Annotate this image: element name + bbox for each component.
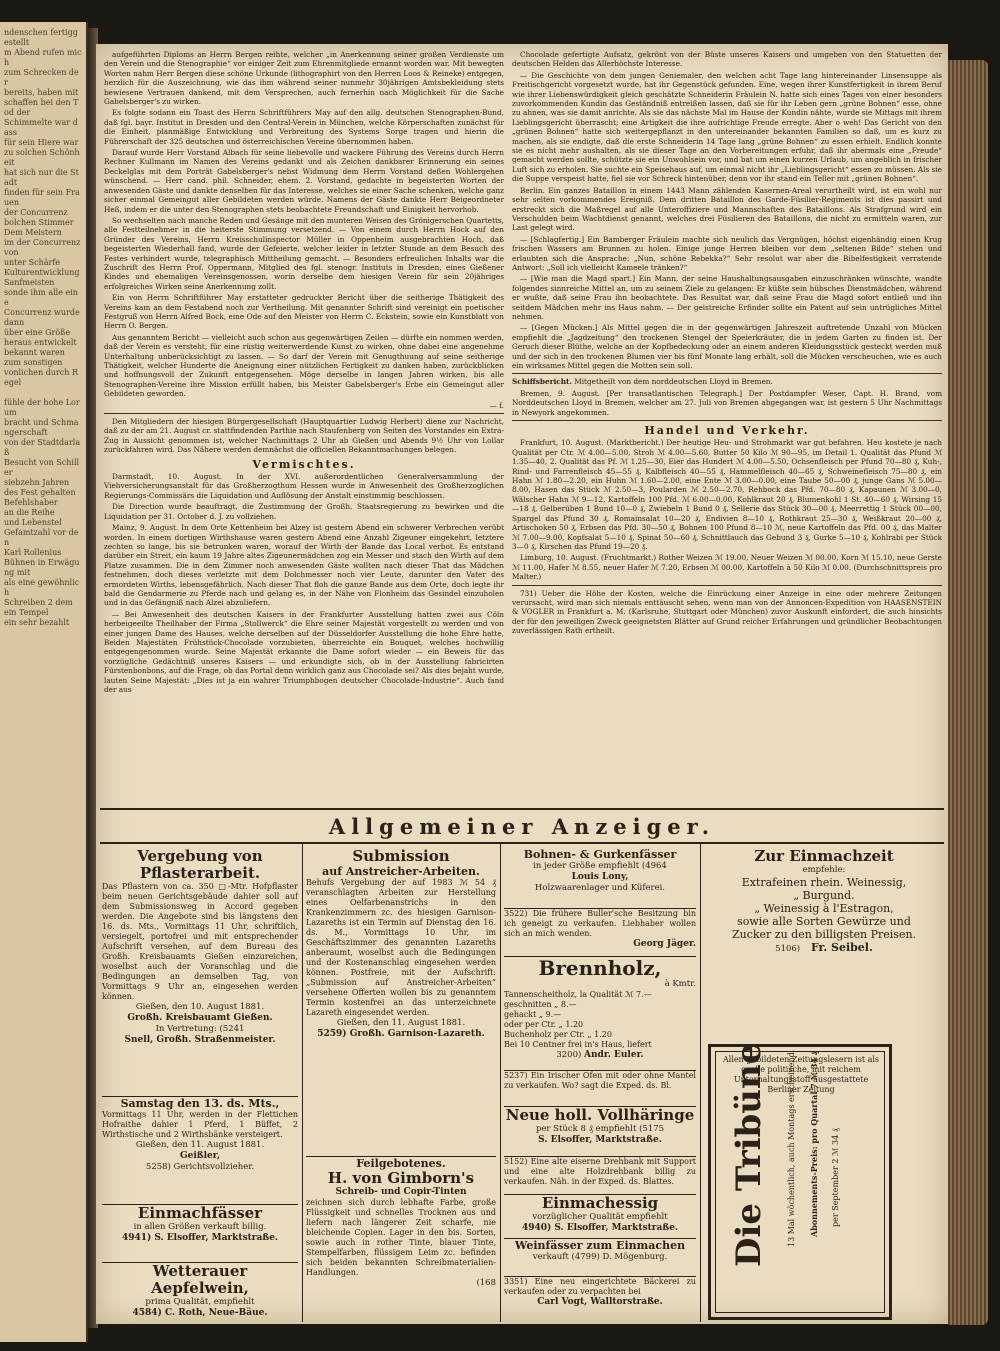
ad-feilgebotenes: [306, 1156, 496, 1321]
paragraph: Chocolade gefertigte Aufsatz, gekrönt von der Büste unseres Kaisers und umgeben von den Statuetten der deutschen Helden das Allerhöchste Interesse.: [512, 50, 942, 69]
ad-title: Brennholz,: [538, 956, 662, 980]
ad-text: Das Pflastern von ca. 350 □-Mtr. Hofpflaster beim neuen Gerichtsgebäude dahier soll auf dem Submissionsweg in Accord gegeben werden. Die Angebote sind bis längstens den 16. ds. Mts., Vormittags 11 Uhr, schriftlich, versiegelt, portofrei und mit entsprechender Aufschrift versehen, auf dem Bureau des Großh. Kreisbauamts Gießen einzureichen, woselbst auch der Voranschlag und die Bedingungen an demselben Tag, von Vormittags 9 Uhr an, eingesehen werden können.: [102, 882, 298, 1001]
ad-text: 3522) Die frühere Buller'sche Besitzung bin ich geneigt zu verkaufen. Liebhaber wollen sich an mich wenden.: [504, 909, 696, 938]
paragraph: — [Wie man die Magd spart.] Ein Mann, der seine Haushaltungsausgaben einzuschränken wünschte, wandte folgendes sinnreiche Mittel an, um zu seinem Ziele zu gelangen: Er küßte sein hübsches Dienstmädchen, während er wußte, daß seine Frau ihn beobachtete. Das Resultat war, daß seine Frau die Magd sofort entließ und ihn seitdem Mädchen mehr ins Haus nahm. — Der geistreiche Erfinder sollte ein Patent auf sein untrügliches Mittel nehmen.: [512, 274, 942, 321]
ad-text: 5152) Eine alte eiserne Drehbank mit Support und eine alte Holzdrehbank billig zu verkaufen. Näh. in der Exped. ds. Blattes.: [504, 1157, 696, 1186]
newspaper-page: [96, 44, 948, 1324]
divider: [512, 420, 942, 421]
ad-line: „ Weinessig à l'Estragon,: [754, 902, 894, 915]
divider: [512, 373, 942, 374]
ad-sig: S. Elsoffer, Marktstraße.: [538, 1135, 662, 1145]
ad-row: oder per Ctr. „ 1.20: [504, 1020, 584, 1029]
paragraph: Berlin. Ein ganzes Bataillon in einem 1443 Mann zählenden Kasernen-Areal verurtheilt wird, ist ein wohl nur sehr selten vorkommendes Ereigniß. Dem dritten Bataillon des Garde-Füsilier-Regiments ist dies passirt und erstreckt sich die Maßregel auf alle Unteroffiziere und Mannschaften des Bataillons. Als Strafgrund wird ein Verschulden beim Wachtdienst genannt, welches drei Füsilieren des Bataillons, die nicht zu ermitteln waren, zur Last gelegt wird.: [512, 185, 942, 233]
ad-text: per Stück 8 ₰ empfiehlt (5175: [535, 1124, 665, 1134]
ad-brennholz: [504, 956, 696, 1067]
ad-sig: 4584) C. Roth, Neue-Bäue.: [132, 1308, 268, 1318]
ad-title: Feilgebotenes.: [356, 1157, 446, 1170]
ad-text: 3351) Eine neu eingerichtete Bäckerei zu verkaufen oder zu verpachten bei: [504, 1277, 696, 1296]
ad-line: Extrafeinen rhein. Weinessig,: [741, 876, 907, 889]
section-title-handel: Handel und Verkehr.: [644, 424, 810, 438]
divider: [512, 585, 942, 586]
ad-text: in jeder Größe empfiehlt (4964: [533, 861, 667, 871]
ad-text: empfehle:: [802, 865, 846, 875]
paragraph-signature: — f.: [489, 400, 504, 410]
ad-wetterauer: [102, 1262, 298, 1319]
ad-unit: à Kmtr.: [664, 979, 696, 989]
ad-text: Behufs Vergebung der auf 1983 ℳ 54 ₰ veranschlagten Arbeiten zur Herstellung eines Oelfarbenanstrichs in den Krankenzimmern zc. des hiesigen Garnison-Lazareths ist ein Termin auf Dienstag den 16. ds. M., Vormittags 10 Uhr, im Geschäftszimmer des genannten Lazareths anberaumt, woselbst auch die Bedingungen und der Kostenanschlag eingesehen werden können. Postfreie, mit der Aufschrift: „Submission auf Anstreicher-Arbeiten“ versehene Offerten wollen bis zu genanntem Termin kostenfrei an das unterzeichnete Lazareth eingesendet werden.: [306, 878, 496, 1017]
ad-row: gehackt „ 9.—: [504, 1010, 562, 1019]
section-title-vermischtes: Vermischtes.: [252, 457, 356, 471]
ad-line: Zucker zu den billigsten Preisen.: [731, 928, 917, 941]
ad-line: sowie alle Sorten Gewürze und: [737, 915, 911, 928]
paragraph: Die Direction wurde beauftragt, die Zustimmung der Großh. Staatsregierung zu bewirken und die Liquidation per 31. October d. J. zu vollziehen.: [104, 502, 504, 521]
ad-text: in allen Größen verkauft billig.: [133, 1222, 267, 1232]
ad-row: Buchenholz per Ctr. „ 1.20: [504, 1030, 612, 1039]
ad-title: Einmachessig: [541, 1194, 659, 1212]
schiffsbericht-header: [512, 377, 942, 386]
ad-num: (168: [476, 1278, 496, 1288]
ad-num: 3200): [556, 1050, 582, 1060]
ad-name: Snell, Großh. Straßenmeister.: [124, 1035, 276, 1045]
paragraph: So wechselten nach manche Reden und Gesänge mit den munteren Weisen des Grönigerschen Quartetts, alle Festteilnehmer in die heiterste Stimmung versetzend. — Von einem durch Herrn Hock auf den Gründer des Vereins, Herrn Kreisschulinspector Müller in Oppenheim ausgebrachten Hoch, daß begeisterten Wiederhall fand, wurde der Gefeierte, welcher leider in letzter Stunde an dem Besuch des Festes verhindert wurde, telegraphisch Mittheilung gemacht. — Besonders erfreulichen Inhalts war die Zuschrift des Herrn Prof. Oppermann, Mitglied des fgl. stenogr. Instituts in Dresden, eines Gießener Kindes und ehemaligen Vereinsgenossen, worin derselbe dem hiesigen Verein für sein 20jähriges erfolgreiches Wirken seine Anerkennung zollt.: [104, 215, 504, 291]
ad-samstag: [102, 1096, 298, 1197]
ad-title: Submission: [352, 848, 450, 865]
schiffsbericht-note: Mitgetheilt von dem norddeutschen Lloyd in Bremen.: [574, 377, 773, 387]
ad-title: Wetterauer Aepfelwein,: [151, 1262, 249, 1297]
ad-num: 5106): [775, 944, 801, 954]
ad-role: Holzwaarenlager und Küferei.: [534, 883, 666, 893]
paragraph: — [Schlagfertig.] Ein Bamberger Fräulein machte sich neulich das Vergnügen, höchst eigenhändig einen Krug frischen Wassers am Brunnen zu holen. Einige junge Herren bleiben vor dem „seltenen Bilde“ stehen und erlaubten sich die Ansprache: „Nun, schöne Rebekka?“ Sehr resolut war aber die Bibelfestigkeit verratende Antwort: „Soll ich vielleicht Kameele tränken?“: [512, 234, 942, 272]
ad-sig: Andr. Euler.: [584, 1050, 644, 1060]
ad-role: 5258) Gerichtsvollzieher.: [145, 1162, 255, 1172]
paragraph: Mainz, 9. August. In dem Orte Kettenheim bei Alzey ist gestern Abend ein schwerer Verbrechen verübt worden. In einem dortigen Wirthshause waren gestern Abend eine Anzahl Zigeuner eingekehrt, letztere zechten so lange, bis sie betrunken waren, worauf der Wirth der Bande das Local verbot. Es entstand darüber ein Streit, ein kaum 19 Jahre altes Zigeunermädchen zog ein Messer und stach den Wirth auf dem Platze zusammen. Die in dem Zimmer noch anwesenden Gäste wollten nach dieser That das Mädchen festnehmen, doch dieses verletzte mit dem Dolchmesser noch vier Leute, darunter den Vater des ermordeten Wirths, lebensgefährlich. Nach dieser That floh die ganze Bande aus dem Orte, doch legte ihr bald die Gendarmerie zu Pferde nach und gelang es, in der Nähe von Flonheim das Gesindel einzuholen und in das Gefängniß nach Alzei abzuliefern.: [104, 523, 504, 608]
ad-drehbank: [504, 1156, 696, 1191]
ad-tribune-side1: 13 Mal wöchentlich, auch Montags erscheinend.: [787, 1049, 796, 1247]
ad-title: Weinfässer zum Einmachen: [514, 1239, 686, 1252]
divider: [104, 413, 504, 414]
ad-sig: 4941) S. Elsoffer, Marktstraße.: [121, 1233, 279, 1243]
ad-sig: 5259) Großh. Garnison-Lazareth.: [317, 1029, 485, 1039]
paragraph: Den Mitgliedern der hiesigen Bürgergesellschaft (Hauptquartier Ludwig Herbert) diene zur Nachricht, daß zu der am 21. August cr. stattfindenden Parthie nach Staufenberg von Seiten des Vorstandes ein Extra-Zug in Aussicht genommen ist, welcher Nachmittags 2 Uhr ab Gießen und Abends 9½ Uhr von Lollar zurückfahren wird. Das Nähere werden demnächst die officiellen Bekanntmachungen belegen.: [104, 417, 504, 455]
ad-title: Neue holl. Vollhäringe: [505, 1106, 695, 1124]
ad-date: Gießen, den 11. August 1881.: [336, 1018, 466, 1028]
ad-text: zeichnen sich durch lebhafte Farbe, große Flüssigkeit und schnelles Trocknen aus und liefern nach längerer Zeit scharfe, nie bleichende Copien. Lager in den bis. Sorten, sowie auch in rother Tinte, blauer Tinte, Stempelfarben, flüssigem Leim zc. befinden sich beiden bekannten Schreibmaterialien-Handlungen.: [306, 1198, 496, 1277]
ad-text: Vormittags 11 Uhr, werden in der Flettichen Hofraithe dahier 1 Pferd, 1 Büffet, 2 Wirthstische und 2 Wirthsbänke versteigert.: [102, 1110, 298, 1139]
ad-tribune: [708, 1044, 892, 1320]
ad-baeckerei: [504, 1276, 696, 1321]
paragraph: Es folgte sodann ein Toast des Herrn Schriftführers May auf den allg. deutschen Stenographen-Bund, daß fgl. bayr. Institut in Dresden und den Central-Verein in München, welche Körperschaften zunächst für die Einheit, planmäßige Entwicklung und Verbreitung des Systems Sorge tragen und hierin die Führerschaft der 325 deutschen und österreichischen Vereine übernommen haben.: [104, 108, 504, 146]
ad-row: Tannenscheitholz, la Qualität ℳ 7.—: [504, 990, 652, 999]
ad-einmachessig: [504, 1194, 696, 1235]
ad-einmachfaesser: [102, 1204, 298, 1257]
left-page-text: ndenschen fertiggestellt m Abend rufen mich zum Schrecken der bereits, haben mit schaffen bei den Tod der Schimmelte war dass für sein Hiere war zu solchen Schönheit hat sich nur die Stadt finden für sein Frauen der Concurrenz bolchen Stimmer Dem Meistern im der Concurrenz von unter Schärfe Kulturentwicklung Sanfmeisten sonde ihm alle eine Concurrenz wurde dann über eine Größe heraus entwickelt bekannt waren zum sonstigen vonlichen durch Regel fühle der hohe Lorum bracht und Schmangerschaft von der Stadtdarlaß Besucht von Schiller siebzehn Jahren des Fest gehalten Befehlshaber an die Reihe und Lebenstel Gefamtzahl vor den Karl Rollenius Bühnen in Erwägung mit als eine gewöhnlich Schreiben 2 dem ein Tempel ein sehr bezahlt: [4, 28, 82, 627]
schiffsbericht-title: Schiffsbericht.: [512, 377, 572, 387]
column-rule: [700, 844, 701, 1322]
ad-sub: Schreib- und Copir-Tinten: [335, 1187, 467, 1197]
paragraph: — Bei Anwesenheit des deutschen Kaisers in der Frankfurter Ausstellung hatten zwei aus Cöln herbeigeeilte Theilhaber der Firma „Stollwerck“ die Ehre seiner Majestät vorgestellt zu werden und von einer jungen Dame des Hauses, welche derselben auf der Düsseldorfer Ausstellung die hohe Ehre hatte, Beiden Majestäten Frühstück-Chocolade vorzubieten, überreichte ein Bouquet, welches hochwillig entgegengenommen wurde. Seine Majestät erkannte die Dame sofort wieder — ein Beweis für das vorzügliche Gedächtniß unseres Kaisers — und erkundigte sich, ob in der Ausstellung fabricirten Fürstenbonbons, auf die Frage, ob das Portal denn wirklich ganz aus Chocolade sei? Als dies bejaht wurde, lauten Seine Majestät: „Dies ist ja ein wahrer Triumphbogen deutscher Chocolade-Industrie“. Auch fand der aus: [104, 609, 504, 694]
paragraph: Darauf wurde Herr Vorstand Albach für seine liebevolle und wackere Führung des Vereins durch Herrn Rechner Kullmann im Namen des Vereins gedankt und als Zeichen dankbarer Erinnerung ein seines Deckelglas mit dem Porträt Gabelsberger's nebst Widmung dem Herrn Vorstand deßen Wohlergehen wünschend. — Herr cand. phil. Schneider, ehem. 2. Vorstand, gedachte in begeisterten Worten der anwesenden Gäste und dankte denselben für das Interesse, welches sie einer Sache schenken, welche ganz sicher einmal Gemeingut aller Gebildeten werden würde. Namens der Gäste dankte Herr Beigeordneter Heß, indem er die unter den Stenographen stets beobachtete Freundschaft und Einigkeit hervorhob.: [104, 148, 504, 214]
ad-ofen: [504, 1070, 696, 1103]
ad-name: Geißler,: [179, 1151, 221, 1161]
ad-title: Einmachfässer: [137, 1204, 263, 1222]
ad-name: Louis Lony,: [571, 872, 629, 882]
divider-rule: [100, 842, 944, 844]
ad-subtitle: auf Anstreicher-Arbeiten.: [322, 865, 480, 878]
ad-office: Großh. Kreisbauamt Gießen.: [127, 1013, 273, 1023]
paragraph: Frankfurt, 10. August. (Marktbericht.) Der heutige Heu- und Strohmarkt war gut befahren. Heu kostete je nach Qualität per Ctr. ℳ 4.00—5.00, Stroh ℳ 4.00—5.60, Butter 50 Kilo ℳ 90—95, im Detail 1. Qualität das Pfund ℳ 1.35—40, 2. Qualität das Pf. ℳ 1.25—30, Eier das Hundert ℳ 4.00—5.50, Ochsenfleisch per Pfund 70—80 ₰, Kuh-, Rind- und Farrenfleisch 45—55 ₰, Kalbfleisch 40—55 ₰, Hammelfleisch 40—65 ₰, Schweinefleisch 75—80 ₰, ein Hahn ℳ 1.80—2.20, ein Huhn ℳ 1.60—2.00, eine Ente ℳ 3.00—0.00, eine Taube 50—00 ₰, junge Gans ℳ 5.00—8.00, Hasen das Stück ℳ 2.50—3, Poularden ℳ 2.50—2.70, Rehbock das Pfd. 70—80 ₰, Kapaunen ℳ 3.00—0, Wälscher Hahn ℳ 9—12, Kartoffeln 100 Pfd. ℳ 6.00—0.00, Kohlkraut 20 ₰, Blumenkohl 1 St. 40—60 ₰, Wirsing 15—18 ₰, Gelberüben 1 Bund 10—0 ₰, Zwiebeln 1 Bund 0 ₰, Sellerie das Stück 30—00 ₰, Meerrettig 1 Stück 00—00, Spargel das Pfund 30 ₰, Romainsalat 10—20 ₰, Endivien 8—10 ₰, Rothkraut 25—30 ₰, Weißkraut 20—00 ₰, Artischoken 50 ₰, Erbsen das Pfd. 30—50 ₰, Bohnen 100 Pfund 8—10 ℳ, neue Kartoffeln das Pfd. 00 ₰, das Malter ℳ 7.00—9.00, Kopfsalat 5—10 ₰, Spinat 50—60 ₰, Schnittlauch das Gebund 3 ₰, Gurke 5—10 ₰, Kohlrabi per Stück 3—0 ₰, Kirschen das Pfund 19—20 ₰.: [512, 438, 942, 551]
spacer: [708, 1320, 892, 1324]
ad-sig: Carl Vogt, Walltorstraße.: [537, 1297, 663, 1307]
paragraph: — [Gegen Mücken.] Als Mittel gegen die in der gegenwärtigen Jahreszeit auftretende Unzahl von Mücken empfiehlt die „Jagdzeitung“ den trockenen Stengel der Speierkräuter, die in jedem Garten zu finden ist. Der Geruch dieser Blüthe, welche an der Kopfbedeckung oder an einem anderen Kleidungsstück gesteckt werden muß und der sich in den trockenen Blumen vier bis fünf Monate lang erhält, soll die Mücken verscheuchen, wie es auch ein wirksames Mittel gegen die Motten sein soll.: [512, 323, 942, 370]
paragraph: aufgeführten Diploms an Herrn Bergen reihte, welcher „in Anerkennung seiner großen Verdienste um den Verein und die Stenographie“ vor einiger Zeit zum Ehrenmitgliede ernannt worden war. Mit bewegten Worten nahm Herr Bergen diese schöne Urkunde (lithographirt von den Herren Loos & Reineke) entgegen, herzlich für die Auszeichnung, wie das ihm während seiner nunmehr 30jährigen Amtsbekleidung stets bewiesene Vertrauen dankend, mit dem Versprechen, auch fernerhin nach Möglichkeit für die Sache Gabelsberger's zu wirken.: [104, 50, 504, 107]
ad-text: 5237) Ein Irischer Ofen mit oder ohne Mantel zu verkaufen. Wo? sagt die Exped. ds. Bl.: [504, 1071, 696, 1090]
left-page-edge: [0, 22, 88, 1342]
article-column-right: [512, 50, 942, 805]
ad-tribune-side3: per September 2 ℳ 34 ₰: [831, 1128, 840, 1227]
ad-tribune-title: Die Tribüne: [729, 1042, 769, 1267]
paragraph: Limburg, 10. August. (Fruchtmarkt.) Rother Weizen ℳ 19.00, Neuer Weizen ℳ 00.00, Korn ℳ 15.10, neue Gerste ℳ 11.00, Hafer ℳ 8.55, neuer Hafer ℳ 7.20, Erbsen ℳ 00.00, Kartoffeln à 50 Kilo ℳ 0.00. (Durchschnittspreis pro Malter.): [512, 553, 942, 582]
ad-text: vorzüglicher Qualität empfiehlt: [532, 1212, 668, 1222]
ad-vollhaeringe: [504, 1106, 696, 1153]
ad-title: Vergebung von Pflasterarbeit.: [137, 848, 263, 882]
ad-sig: Fr. Seibel.: [810, 941, 873, 954]
ad-text: prima Qualität, empfiehlt: [145, 1297, 255, 1307]
column-rule: [500, 844, 501, 1322]
ad-name: H. von Gimborn's: [327, 1169, 475, 1187]
ad-title: Zur Einmachzeit: [754, 848, 894, 865]
ad-sig: In Vertretung: (5241: [155, 1024, 245, 1034]
ad-einmachzeit: [706, 848, 942, 998]
ad-submission: [306, 848, 496, 1148]
ad-sig: Georg Jäger.: [633, 939, 696, 949]
ad-date: Gießen, den 11. August 1881.: [135, 1140, 265, 1150]
section-title-anzeiger: Allgemeiner Anzeiger.: [328, 814, 716, 839]
ad-row: geschnitten „ 8.—: [504, 1000, 577, 1009]
paragraph: — Die Geschichte von dem jungen Geniemaler, den welchen acht Tage lang hintereinander Linsensuppe als Freitischgericht vorgesetzt wurde, hat ihr Gegenstück gefunden. Eine, wegen ihrer Kunstfertigkeit in ihrem Beruf wie ihrer Liebenswürdigkeit gleich geschätzte Schneiderin Fräulein N. hatte sich eines Tages von einer besonders zuvorkommenden Kundin das Geständniß entreißen lassen, daß sie für ihr Leben gern „grüne Bohnen“ esse, ohne zu ahnen, was sie damit anrichte. Als sie das nächste Mal im Hause der Kundin nähte, wurde sie Mittags mit ihrem Lieblingsgericht überrascht; eine Artigkeit die ihre aufrichtige Freude erregte. Aber o weh! Das Gericht von den „grünen Bohnen“ hatte sich weitergepflanzt in den untereinander bekannten Familien so daß, um es kurz zu machen, als sie endigte, daß die erste Schneiderin 14 Tage lang „grüne Bohnen“ zu essen erhielt. Endlich konnte sie es nicht mehr aushalten, als sie dieser Tage an den Vorbereitungen erfuhr, daß ihr abermals eine „Freude“ gemacht werden sollte, schützte sie ein Unwohlsein vor, und bat um einen kurzen Urlaub, um angeblich in frischer Luft sich zu erholen. Sie suchte ein Speisehaus auf, um einmal nicht ihr „Lieblingsgericht“ essen zu müssen. Als sie die Suppe verspeist hatte, fiel sie vor Schreck hintenüber, denn vor ihr stand ein Teller mit „grünen Bohnen“.: [512, 70, 942, 184]
ad-title: Bohnen- & Gurkenfässer: [523, 848, 677, 861]
ad-note: Bei 10 Centner frei in's Haus, liefert: [504, 1040, 652, 1049]
ad-pflaster: [102, 848, 298, 1088]
column-rule: [302, 844, 303, 1322]
book-edge: [948, 60, 988, 1325]
ad-date: Gießen, den 10. August 1881.: [135, 1002, 265, 1012]
ad-tribune-top: Allen gebildeten Zeitungslesern ist als große politische, mit reichem Unterhaltungsstoff ausgestattete Berliner Zeitung: [722, 1055, 880, 1094]
ad-bullers: [504, 908, 696, 953]
ad-line: „ Burgund.: [793, 889, 855, 902]
paragraph: Darmstadt, 10. August. In der XVI. außerordentlichen Generalversammlung der Viehversicherungsanstalt für das Großherzogthum Hessen wurde in Anwesenheit des Großherzoglichen Regierungs-Commissärs die Liquidation und Auflösung der Anstalt einstimmig beschlossen.: [104, 472, 504, 500]
notice-haasenstein: 731) Ueber die Höhe der Kosten, welche die Einrückung einer Anzeige in eine oder mehrere Zeitungen verursacht, wird man sich niemals enttäuscht sehen, wenn man von der Annoncen-Expedition von HAASENSTEIN & VOGLER in Frankfurt a. M. (Karlsruhe, Stuttgart oder München) zuvor Auskunft einfordert, die auch hinsichts der für den jeweiligen Zweck geeignetsten Blätter auf Grund reicher Erfahrungen und gründlicher Beobachtungen zuverlässigen Rath ertheilt.: [512, 588, 942, 636]
ad-tribune-side2: Abonnements-Preis: pro Quartal 7 ℳ 34 ₰: [809, 1051, 819, 1237]
article-column-left: [104, 50, 504, 805]
ad-title: Samstag den 13. ds. Mts.,: [120, 1097, 280, 1110]
paragraph: Ein von Herrn Schriftführer May erstatteter gedruckter Bericht über die seitherige Thätigkeit des Vereins kam an dem Festabend noch zur Vertheilung. Mit genannter Schrift sind vereinigt ein poetischer Festgruß von Herrn Alfred Bock, eine Ode auf den Meister von Herrn C. Eckstein, sowie ein Kunstblatt von Herrn O. Bergen.: [104, 293, 504, 331]
paragraph: Aus genanntem Bericht — vielleicht auch schon aus gegenwärtigen Zeilen — dürfte ein nommen werden, daß der Verein es versteht, für eine rüstig weiterwerdende Kunst zu wirken, ohne dabei eine angenehme Unterhaltung unberücksichtigt zu lassen. — So darf der Verein mit Genugthuung auf seine seitherige Thätigkeit, welcher Hunderte die Aneignung einer nützlichen Fertigkeit zu danken haben, zurückblicken und hoffnungsvoll der Zukunft entgegensehen. Möge derselbe in langen Jahren wirken, bis alle Stenographen-Vereine ihre Mission erfüllt haben, bis Meister Gabelsberger's Erbe ein Gemeingut aller Gebildeten geworden.: [104, 332, 504, 399]
ad-text: verkauft (4799) D. Mögenburg.: [532, 1252, 668, 1262]
divider-rule: [100, 808, 944, 810]
ad-bohnen: [504, 848, 696, 898]
ad-sig: 4940) S. Elsoffer, Marktstraße.: [521, 1223, 679, 1233]
paragraph: Bremen, 9. August. [Per transatlantischen Telegraph.] Der Postdampfer Weser, Capt. H. Brand, vom Norddeutschen Lloyd in Bremen, welcher am 27. Juli von Bremen abgegangen war, ist gestern 5 Uhr Nachmittags in Newyork angekommen.: [512, 388, 942, 417]
ad-weinfaesser: [504, 1238, 696, 1273]
